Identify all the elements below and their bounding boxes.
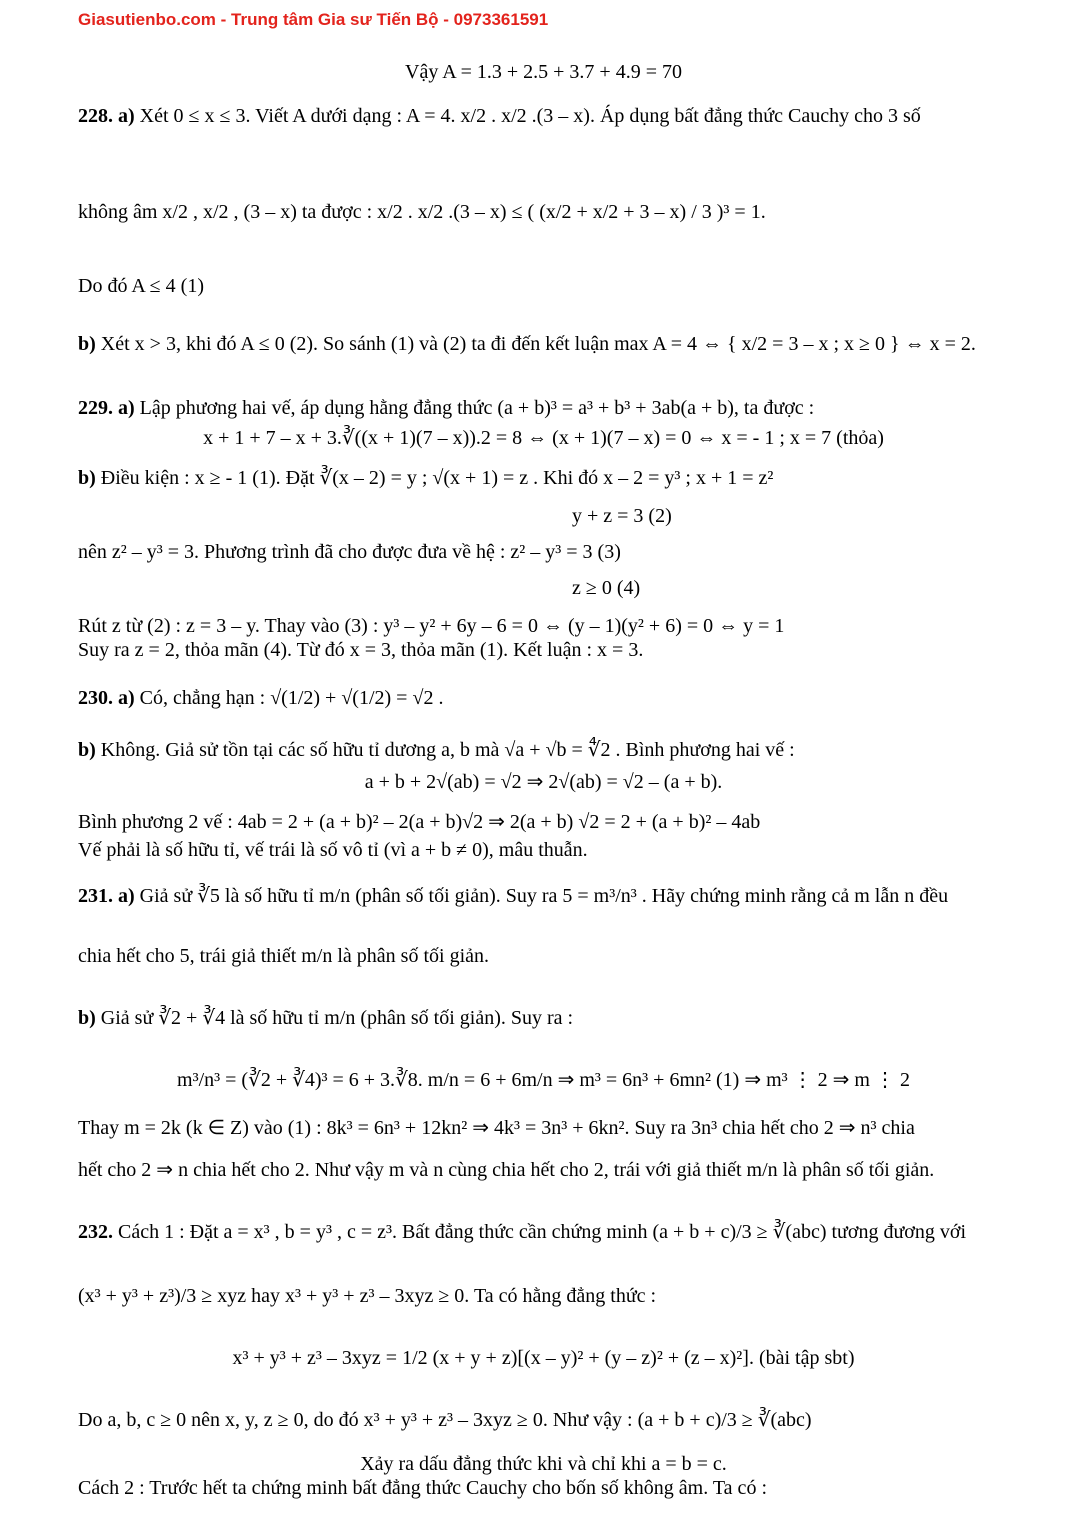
problem-229b: b) Điều kiện : x ≥ - 1 (1). Đặt ∛(x – 2) = y ; √(x + 1) = z . Khi đó x – 2 = y³ ; x + 1 = z² xyxy=(78,467,774,489)
text-line: Vậy A = 1.3 + 2.5 + 3.7 + 4.9 = 70 xyxy=(405,61,682,83)
problem-228a: 228. a) Xét 0 ≤ x ≤ 3. Viết A dưới dạng : A = 4. x/2 . x/2 .(3 – x). Áp dụng bất đẳng thức Cauchy cho 3 số xyxy=(78,105,921,127)
problem-232: 232. Cách 1 : Đặt a = x³ , b = y³ , c = z³. Bất đẳng thức cần chứng minh (a + b + c)/3 ≥ ∛(abc) tương đương với xyxy=(78,1221,966,1243)
problem-230a: 230. a) Có, chẳng hạn : √(1/2) + √(1/2) = √2 . xyxy=(78,687,444,709)
text-line: nên z² – y³ = 3. Phương trình đã cho được đưa về hệ : z² – y³ = 3 (3) xyxy=(78,541,621,563)
problem-228b: b) Xét x > 3, khi đó A ≤ 0 (2). So sánh (1) và (2) ta đi đến kết luận max A = 4 ⇔ { x/2 = 3 – x ; x ≥ 0 } ⇔ x = 2. xyxy=(78,333,976,355)
text-line: Do đó A ≤ 4 (1) xyxy=(78,275,204,297)
text-line: x³ + y³ + z³ – 3xyz = 1/2 (x + y + z)[(x – y)² + (y – z)² + (z – x)²]. (bài tập sbt) xyxy=(232,1347,855,1369)
text-line: chia hết cho 5, trái giả thiết m/n là phân số tối giản. xyxy=(78,945,490,967)
problem-230b: b) Không. Giả sử tồn tại các số hữu tỉ dương a, b mà √a + √b = ∜2 . Bình phương hai vế : xyxy=(78,739,795,761)
text-line: x + 1 + 7 – x + 3.∛((x + 1)(7 – x)).2 = 8 ⇔ (x + 1)(7 – x) = 0 ⇔ x = - 1 ; x = 7 (thỏa) xyxy=(203,427,884,449)
text-line: Bình phương 2 vế : 4ab = 2 + (a + b)² – 2(a + b)√2 ⇒ 2(a + b) √2 = 2 + (a + b)² – 4ab xyxy=(78,811,761,833)
system-line: y + z = 3 (2) xyxy=(572,505,672,527)
text-line: Suy ra z = 2, thỏa mãn (4). Từ đó x = 3, thỏa mãn (1). Kết luận : x = 3. xyxy=(78,639,644,661)
text-line: m³/n³ = (∛2 + ∛4)³ = 6 + 3.∛8. m/n = 6 + 6m/n ⇒ m³ = 6n³ + 6mn² (1) ⇒ m³ ⋮ 2 ⇒ m ⋮ 2 xyxy=(177,1069,910,1091)
text-line: Cách 2 : Trước hết ta chứng minh bất đẳng thức Cauchy cho bốn số không âm. Ta có : xyxy=(78,1477,767,1499)
problem-231b: b) Giả sử ∛2 + ∛4 là số hữu tỉ m/n (phân số tối giản). Suy ra : xyxy=(78,1007,574,1029)
site-header: Giasutienbo.com - Trung tâm Gia sư Tiến Bộ - 0973361591 xyxy=(78,10,549,29)
text-line: Thay m = 2k (k ∈ Z) vào (1) : 8k³ = 6n³ + 12kn² ⇒ 4k³ = 3n³ + 6kn². Suy ra 3n³ chia hết cho 2 ⇒ n³ chia xyxy=(78,1117,915,1139)
text-line: không âm x/2 , x/2 , (3 – x) ta được : x/2 . x/2 .(3 – x) ≤ ( (x/2 + x/2 + 3 – x) / 3 )³ = 1. xyxy=(78,201,766,223)
problem-231a: 231. a) Giả sử ∛5 là số hữu tỉ m/n (phân số tối giản). Suy ra 5 = m³/n³ . Hãy chứng minh rằng cả m lẫn n đều xyxy=(78,885,949,907)
text-line: Vế phải là số hữu tỉ, vế trái là số vô tỉ (vì a + b ≠ 0), mâu thuẫn. xyxy=(78,839,588,861)
text-line: Rút z từ (2) : z = 3 – y. Thay vào (3) : y³ – y² + 6y – 6 = 0 ⇔ (y – 1)(y² + 6) = 0 ⇔ y = 1 xyxy=(78,615,785,637)
text-line: (x³ + y³ + z³)/3 ≥ xyz hay x³ + y³ + z³ – 3xyz ≥ 0. Ta có hằng đẳng thức : xyxy=(78,1285,657,1307)
system-line: z ≥ 0 (4) xyxy=(572,577,641,599)
problem-229a: 229. a) Lập phương hai vế, áp dụng hằng đẳng thức (a + b)³ = a³ + b³ + 3ab(a + b), ta được : xyxy=(78,397,815,419)
text-line: Xảy ra dấu đẳng thức khi và chỉ khi a = b = c. xyxy=(360,1453,727,1475)
text-line: Do a, b, c ≥ 0 nên x, y, z ≥ 0, do đó x³ + y³ + z³ – 3xyz ≥ 0. Như vậy : (a + b + c)/3 ≥ ∛(abc) xyxy=(78,1409,812,1431)
text-line: hết cho 2 ⇒ n chia hết cho 2. Như vậy m và n cùng chia hết cho 2, trái với giả thiết m/n là phân số tối giản. xyxy=(78,1159,935,1181)
text-line: a + b + 2√(ab) = √2 ⇒ 2√(ab) = √2 – (a + b). xyxy=(364,771,723,793)
